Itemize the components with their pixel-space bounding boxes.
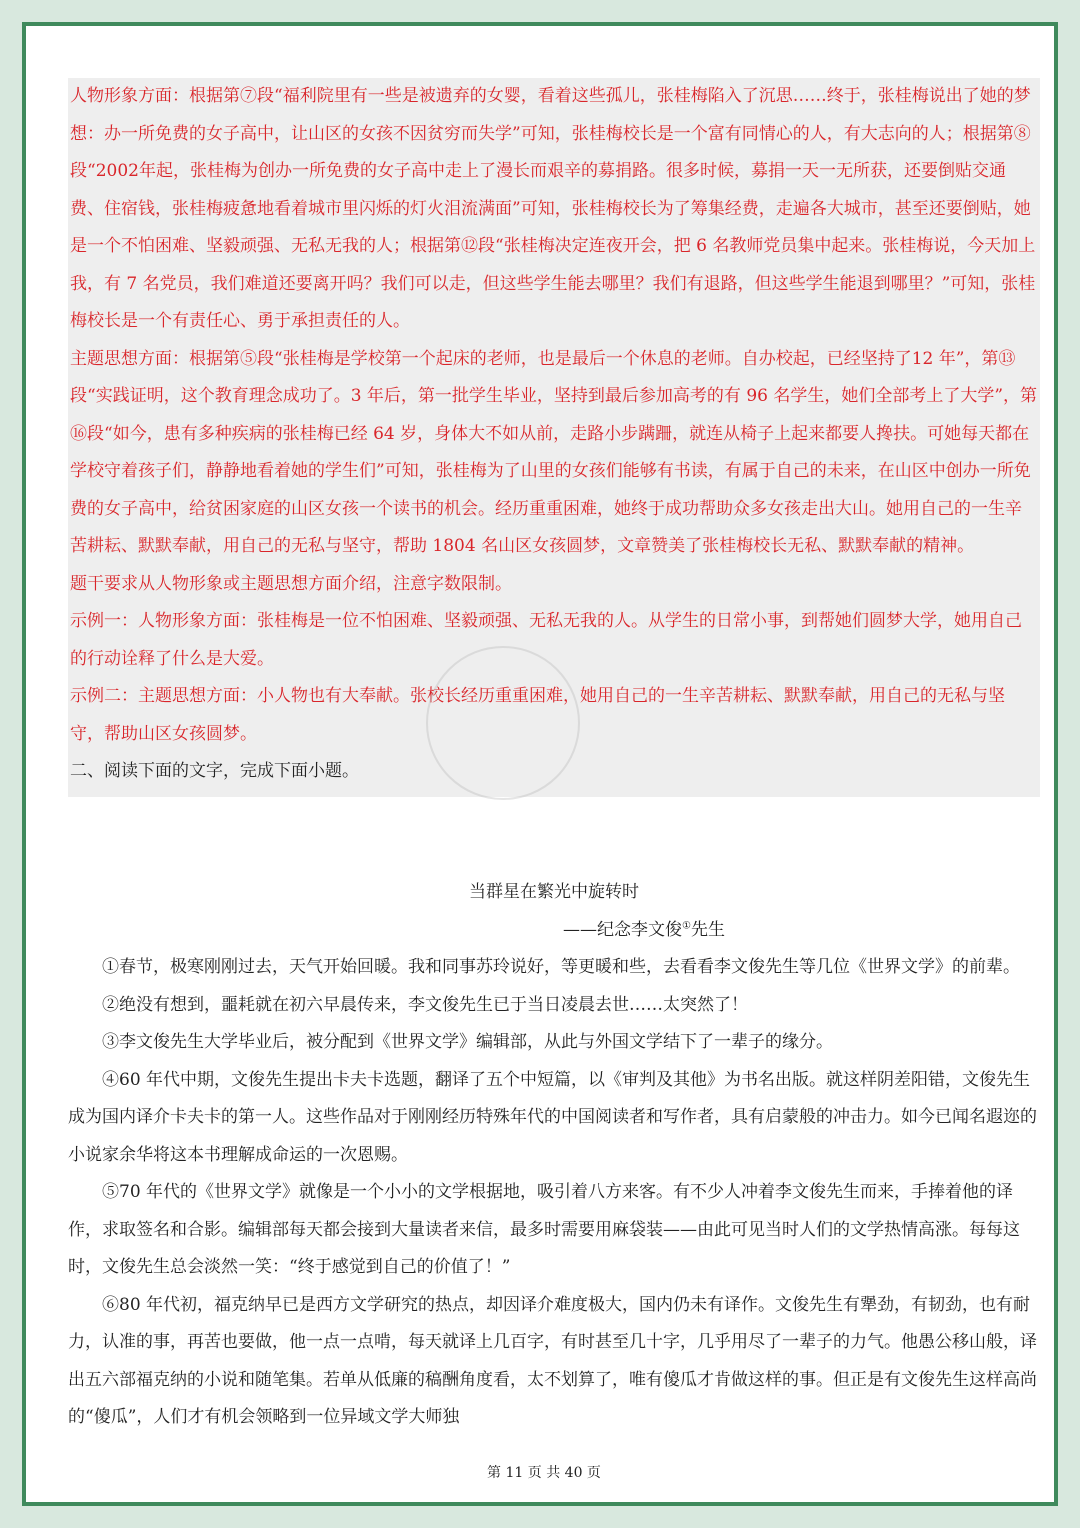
page-frame <box>22 22 1058 1506</box>
article-subtitle-suffix: 先生 <box>690 919 725 940</box>
article-paragraph-1: ①春节，极寒刚刚过去，天气开始回暖。我和同事苏玲说好，等更暖和些，去看看李文俊先生等几位《世界文学》的前辈。 <box>102 957 1020 977</box>
answer-paragraph-requirement: 题干要求从人物形象或主题思想方面介绍，注意字数限制。 <box>70 573 512 594</box>
article-paragraph-2: ②绝没有想到，噩耗就在初六早晨传来，李文俊先生已于当日凌晨去世……太突然了！ <box>102 994 748 1015</box>
article-paragraph-6: ⑥80 年代初，福克纳早已是西方文学研究的热点，却因译介难度极大，国内仍未有译作。文俊先生有犟劲，有韧劲，也有耐力，认准的事，再苦也要做，他一点一点啃，每天就译上几百字，有时甚至几十字，几乎用尽了一辈子的力气。他愚公移山般，译出五六部福克纳的小说和随笔集。若单从低廉的稿酬角度看，太不划算了，唯有傻瓜才肯做这样的事。但正是有文俊先生这样高尚的“傻瓜”，人们才有机会领略到一位异域文学大师独 <box>68 1294 1037 1427</box>
article-paragraph-4: ④60 年代中期，文俊先生提出卡夫卡选题，翻译了五个中短篇，以《审判及其他》为书名出版。就这样阴差阳错，文俊先生成为国内译介卡夫卡的第一人。这些作品对于刚刚经历特殊年代的中国阅读者和写作者，具有启蒙般的冲击力。如今已闻名遐迩的小说家余华将这本书理解成命运的一次恩赐。 <box>68 1069 1037 1165</box>
answer-paragraph-example-2: 示例二：主题思想方面：小人物也有大奉献。张校长经历重重困难，她用自己的一生辛苦耕耘、默默奉献，用自己的无私与坚守，帮助山区女孩圆梦。 <box>70 686 1005 744</box>
answer-paragraph-character: 人物形象方面：根据第⑦段“福利院里有一些是被遗弃的女婴，看着这些孤儿，张桂梅陷入了沉思……终于，张桂梅说出了她的梦想：办一所免费的女子高中，让山区的女孩不因贫穷而失学”可知，张桂梅校长是一个富有同情心的人，有大志向的人；根据第⑧段“2002年起，张桂梅为创办一所免费的女子高中走上了漫长而艰辛的募捐路。很多时候，募捐一天一无所获，还要倒贴交通费、住宿钱，张桂梅疲惫地看着城市里闪烁的灯火泪流满面”可知，张桂梅校长为了筹集经费，走遍各大城市，甚至还要倒贴，她是一个不怕困难、坚毅顽强、无私无我的人；根据第⑫段“张桂梅决定连夜开会，把 6 名教师党员集中起来。张桂梅说，今天加上我，有 7 名党员，我们难道还要离开吗？我们可以走，但这些学生能去哪里？我们有退路，但这些学生能退到哪里？”可知，张桂梅校长是一个有责任心、勇于承担责任的人。 <box>70 86 1036 331</box>
article-paragraph-3: ③李文俊先生大学毕业后，被分配到《世界文学》编辑部，从此与外国文学结下了一辈子的缘分。 <box>102 1032 833 1052</box>
watermark-seal <box>426 646 580 800</box>
article-subtitle-text: ——纪念李文俊 <box>563 919 683 940</box>
article-paragraph-5: ⑤70 年代的《世界文学》就像是一个小小的文学根据地，吸引着八方来客。有不少人冲着李文俊先生而来，手捧着他的译作，求取签名和合影。编辑部每天都会接到大量读者来信，最多时需要用麻袋装——由此可见当时人们的文学热情高涨。每每这时，文俊先生总会淡然一笑：“终于感觉到自己的价值了！” <box>68 1182 1020 1277</box>
answer-paragraph-theme: 主题思想方面：根据第⑤段“张桂梅是学校第一个起床的老师，也是最后一个休息的老师。自办校起，已经坚持了12 年”，第⑬段“实践证明，这个教育理念成功了。3 年后，第一批学生毕业，坚持到最后参加高考的有 96 名学生，她们全部考上了大学”，第⑯段“如今，患有多种疾病的张桂梅已经 64 岁，身体大不如从前，走路小步蹒跚，就连从椅子上起来都要人搀扶。可她每天都在学校守着孩子们，静静地看着她的学生们”可知，张桂梅为了山里的女孩们能够有书读，有属于自己的未来，在山区中创办一所免费的女子高中，给贫困家庭的山区女孩一个读书的机会。经历重重困难，她终于成功帮助众多女孩走出大山。她用自己的一生辛苦耕耘、默默奉献，用自己的无私与坚守，帮助 1804 名山区女孩圆梦，文章赞美了张桂梅校长无私、默默奉献的精神。 <box>70 348 1038 556</box>
reading-article <box>68 874 1040 1437</box>
article-title: 当群星在繁光中旋转时 <box>469 882 639 902</box>
footnote-marker: ① <box>682 919 691 931</box>
page-footer: 第 11 页 共 40 页 <box>487 1465 601 1481</box>
article-subtitle <box>68 912 1040 950</box>
answer-paragraph-example-1: 示例一：人物形象方面：张桂梅是一位不怕困难、坚毅顽强、无私无我的人。从学生的日常小事，到帮她们圆梦大学，她用自己的行动诠释了什么是大爱。 <box>70 611 1022 669</box>
question-instruction: 二、阅读下面的文字，完成下面小题。 <box>70 761 359 781</box>
